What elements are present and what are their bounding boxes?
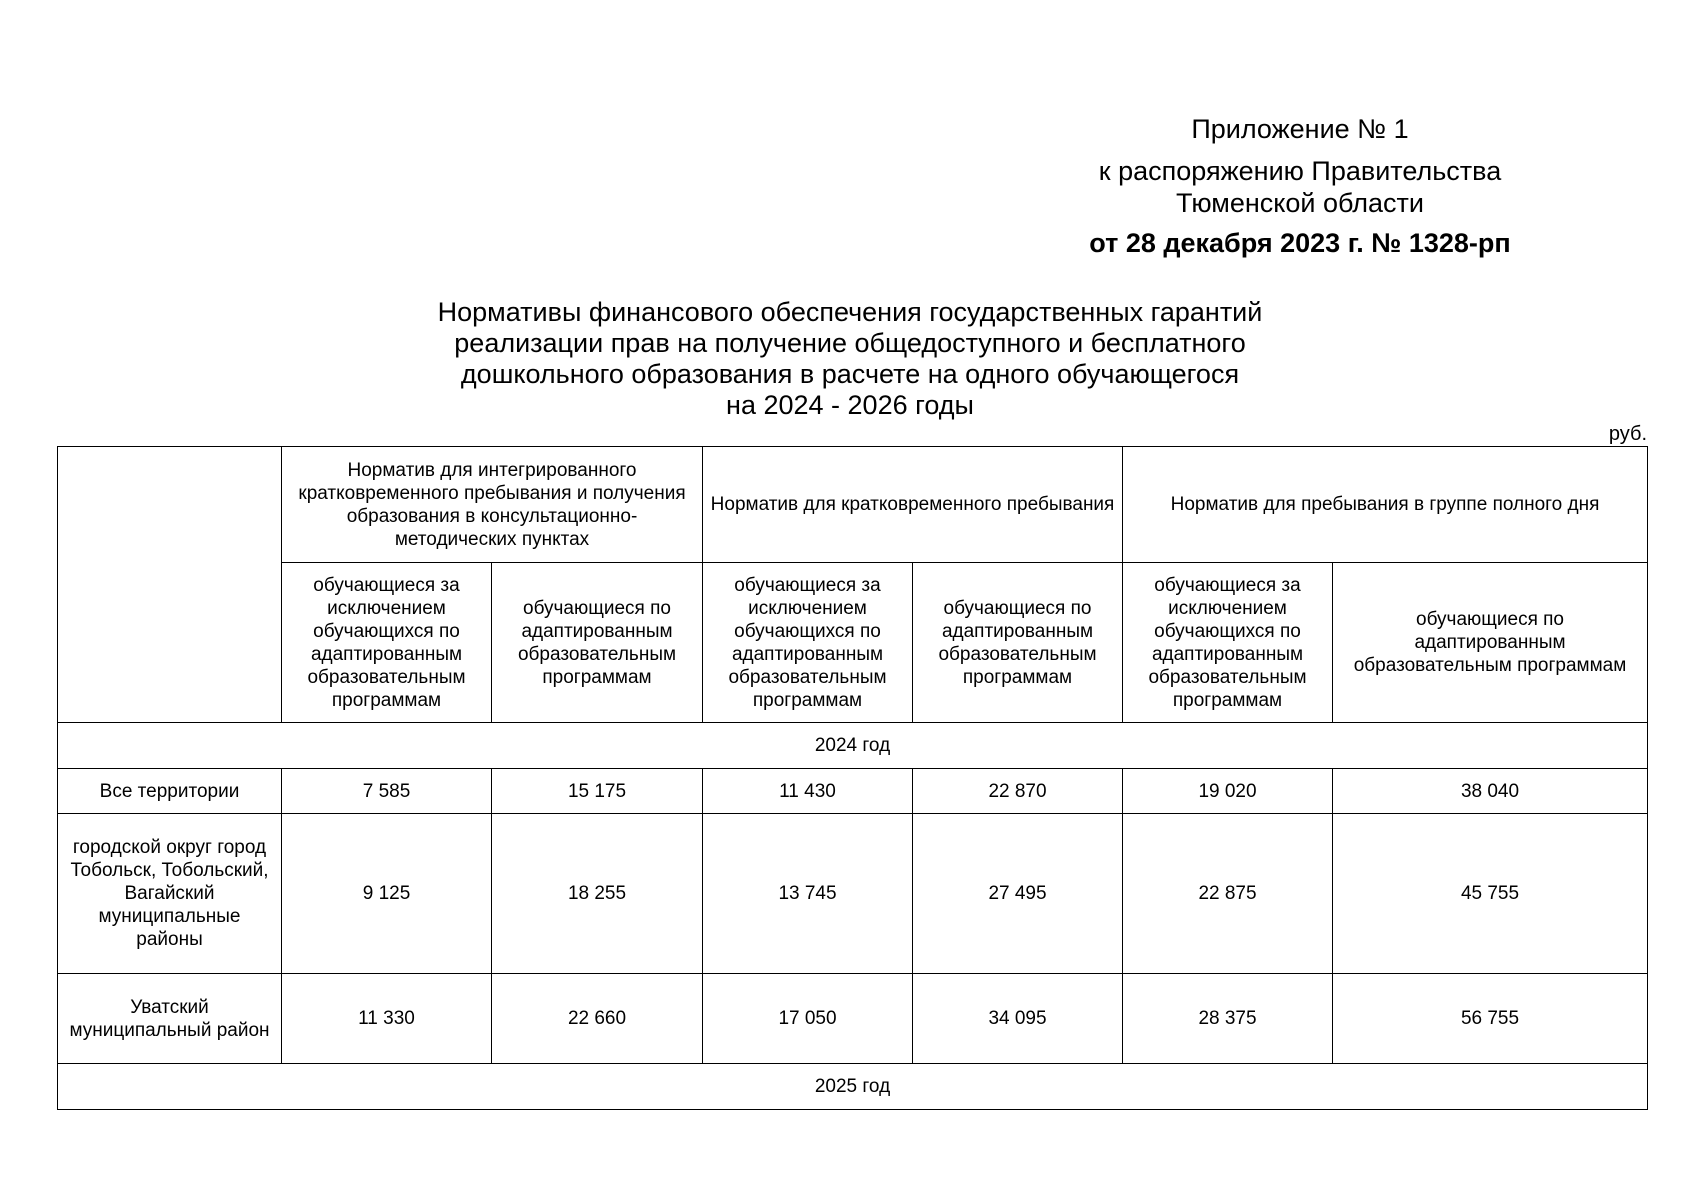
territory-cell: городской округ город Тобольск, Тобольский, Вагайский муниципальные районы [58, 814, 282, 974]
appendix-date: от 28 декабря 2023 г. № 1328-рп [1089, 228, 1511, 258]
value-cell: 56 755 [1333, 974, 1648, 1064]
value-cell: 22 870 [913, 769, 1123, 814]
group-header-row [58, 447, 1648, 563]
unit-label: руб. [1608, 423, 1647, 445]
sub-header-cell: обучающиеся за исключением обучающихся по адаптированным образовательным программам [282, 563, 492, 723]
table-row [58, 769, 1648, 814]
value-cell: 11 430 [703, 769, 913, 814]
value-cell: 17 050 [703, 974, 913, 1064]
year-row [58, 723, 1648, 769]
appendix-reference: к распоряжению Правительства Тюменской области [1098, 156, 1502, 218]
value-cell: 19 020 [1123, 769, 1333, 814]
appendix-number: Приложение № 1 [1191, 114, 1409, 144]
value-cell: 7 585 [282, 769, 492, 814]
document-title: Нормативы финансового обеспечения государственных гарантий реализации прав на получение общедоступного и бесплатного дошкольного образования в расчете на одного обучающегося на 2024 - 2026 годы [437, 297, 1263, 420]
sub-header-cell: обучающиеся за исключением обучающихся по адаптированным образовательным программам [1123, 563, 1333, 723]
value-cell: 38 040 [1333, 769, 1648, 814]
sub-header-row [58, 563, 1648, 723]
group-header-full-day: Норматив для пребывания в группе полного дня [1123, 447, 1648, 563]
value-cell: 22 660 [492, 974, 703, 1064]
year-2024-cell: 2024 год [58, 723, 1648, 769]
sub-header-cell: обучающиеся по адаптированным образовательным программам [913, 563, 1123, 723]
territory-cell: Уватский муниципальный район [58, 974, 282, 1064]
territory-header-cell [58, 447, 282, 723]
group-header-short-stay: Норматив для кратковременного пребывания [703, 447, 1123, 563]
sub-header-cell: обучающиеся по адаптированным образовательным программам [492, 563, 703, 723]
table-row [58, 814, 1648, 974]
sub-header-cell: обучающиеся за исключением обучающихся по адаптированным образовательным программам [703, 563, 913, 723]
value-cell: 45 755 [1333, 814, 1648, 974]
value-cell: 13 745 [703, 814, 913, 974]
sub-header-cell: обучающиеся по адаптированным образовательным программам [1333, 563, 1648, 723]
value-cell: 22 875 [1123, 814, 1333, 974]
value-cell: 28 375 [1123, 974, 1333, 1064]
value-cell: 27 495 [913, 814, 1123, 974]
territory-cell: Все территории [58, 769, 282, 814]
value-cell: 9 125 [282, 814, 492, 974]
value-cell: 18 255 [492, 814, 703, 974]
year-2025-cell: 2025 год [58, 1064, 1648, 1110]
value-cell: 15 175 [492, 769, 703, 814]
group-header-integrated: Норматив для интегрированного кратковременного пребывания и получения образования в консультационно-методических пунктах [282, 447, 703, 563]
year-row [58, 1064, 1648, 1110]
table-row [58, 974, 1648, 1064]
value-cell: 34 095 [913, 974, 1123, 1064]
norms-table [57, 446, 1648, 1110]
value-cell: 11 330 [282, 974, 492, 1064]
